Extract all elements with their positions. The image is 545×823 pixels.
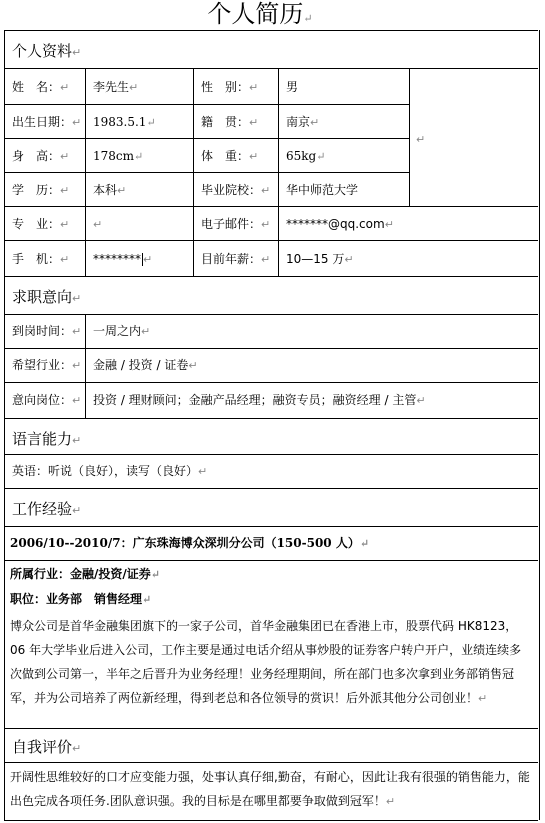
rule xyxy=(4,762,538,763)
rule xyxy=(4,172,409,173)
rule xyxy=(4,560,538,561)
major-value: ↵ xyxy=(93,218,103,231)
rule xyxy=(409,68,410,206)
language-text: 英语：听说（良好），读写（良好）↵ xyxy=(12,464,208,478)
photo-cell-mark: ↵ xyxy=(416,133,426,146)
phone-label: 手 机：↵ xyxy=(12,252,70,266)
rule xyxy=(4,138,409,139)
height-label: 身 高：↵ xyxy=(12,149,70,163)
rule xyxy=(4,418,538,419)
resume-title: 个人简历↵ xyxy=(207,0,313,28)
school-label: 毕业院校：↵ xyxy=(201,183,271,197)
birth-label: 出生日期：↵ xyxy=(12,115,82,129)
rule xyxy=(4,728,538,729)
experience-period-company: 2006/10--2010/7：广东珠海博众深圳分公司（150-500 人）↵ xyxy=(10,536,370,550)
rule xyxy=(4,276,538,277)
section-intent: 求职意向↵ xyxy=(12,288,82,306)
gender-value: 男 xyxy=(286,80,299,94)
section-experience: 工作经验↵ xyxy=(12,500,82,518)
section-language: 语言能力↵ xyxy=(12,430,82,448)
height-value: 178cm↵ xyxy=(93,149,144,163)
email-label: 电子邮件：↵ xyxy=(201,217,271,231)
arrival-value: 一周之内↵ xyxy=(93,324,151,338)
gender-label: 性 别：↵ xyxy=(201,80,259,94)
rule xyxy=(4,104,409,105)
rule xyxy=(4,30,538,31)
origin-label: 籍 贯：↵ xyxy=(201,115,259,129)
rule xyxy=(4,526,538,527)
position-label: 意向岗位：↵ xyxy=(12,393,82,407)
rule xyxy=(4,820,538,821)
section-self-eval: 自我评价↵ xyxy=(12,738,82,756)
position-value: 投资 / 理财顾问；金融产品经理；融资专员；融资经理 / 主管↵ xyxy=(93,393,426,407)
experience-description: 博众公司是首华金融集团旗下的一家子公司，首华金融集团已在香港上市，股票代码 HK8123，06 年大学毕业后进入公司，工作主要是通过电话介绍从事炒股的证券客户转户开户，业绩连续多次做到公司第一，半年之后晋升为业务经理！业务经理期间，所在部门也多次拿到业务部销售冠军，并为公司培养了两位新经理，得到老总和各位领导的赏识！后外派其他分公司创业！↵ xyxy=(10,619,522,705)
experience-industry: 所属行业：金融/投资/证券↵ xyxy=(10,567,160,581)
origin-value: 南京↵ xyxy=(286,115,320,129)
weight-label: 体 重：↵ xyxy=(201,149,259,163)
rule xyxy=(193,68,194,276)
edu-value: 本科↵ xyxy=(93,183,127,197)
salary-value: 10—15 万↵ xyxy=(286,252,354,266)
weight-value: 65kg↵ xyxy=(286,149,326,163)
rule xyxy=(4,454,538,455)
major-label: 专 业：↵ xyxy=(12,217,70,231)
experience-role: 职位：业务部 销售经理↵ xyxy=(10,592,152,606)
phone-value[interactable]: ******** ↵ xyxy=(93,252,153,266)
section-profile: 个人资料↵ xyxy=(12,42,82,60)
birth-value: 1983.5.1↵ xyxy=(93,115,156,129)
rule xyxy=(4,488,538,489)
name-label: 姓 名：↵ xyxy=(12,80,70,94)
rule xyxy=(85,314,86,418)
school-value: 华中师范大学 xyxy=(286,183,359,197)
industry-label: 希望行业：↵ xyxy=(12,358,82,372)
self-eval-text: 开阔性思维较好的口才应变能力强，处事认真仔细,勤奋，有耐心，因此让我有很强的销售能力，能出色完成各项任务.团队意识强。我的目标是在哪里都要争取做到冠军！↵ xyxy=(10,770,530,808)
rule xyxy=(278,68,279,276)
arrival-label: 到岗时间：↵ xyxy=(12,324,82,338)
salary-label: 目前年薪：↵ xyxy=(201,252,271,266)
edu-label: 学 历：↵ xyxy=(12,183,70,197)
rule xyxy=(85,68,86,276)
industry-value: 金融 / 投资 / 证卷↵ xyxy=(93,358,198,372)
email-value: *******@qq.com↵ xyxy=(286,217,394,231)
name-value: 李先生↵ xyxy=(93,80,139,94)
